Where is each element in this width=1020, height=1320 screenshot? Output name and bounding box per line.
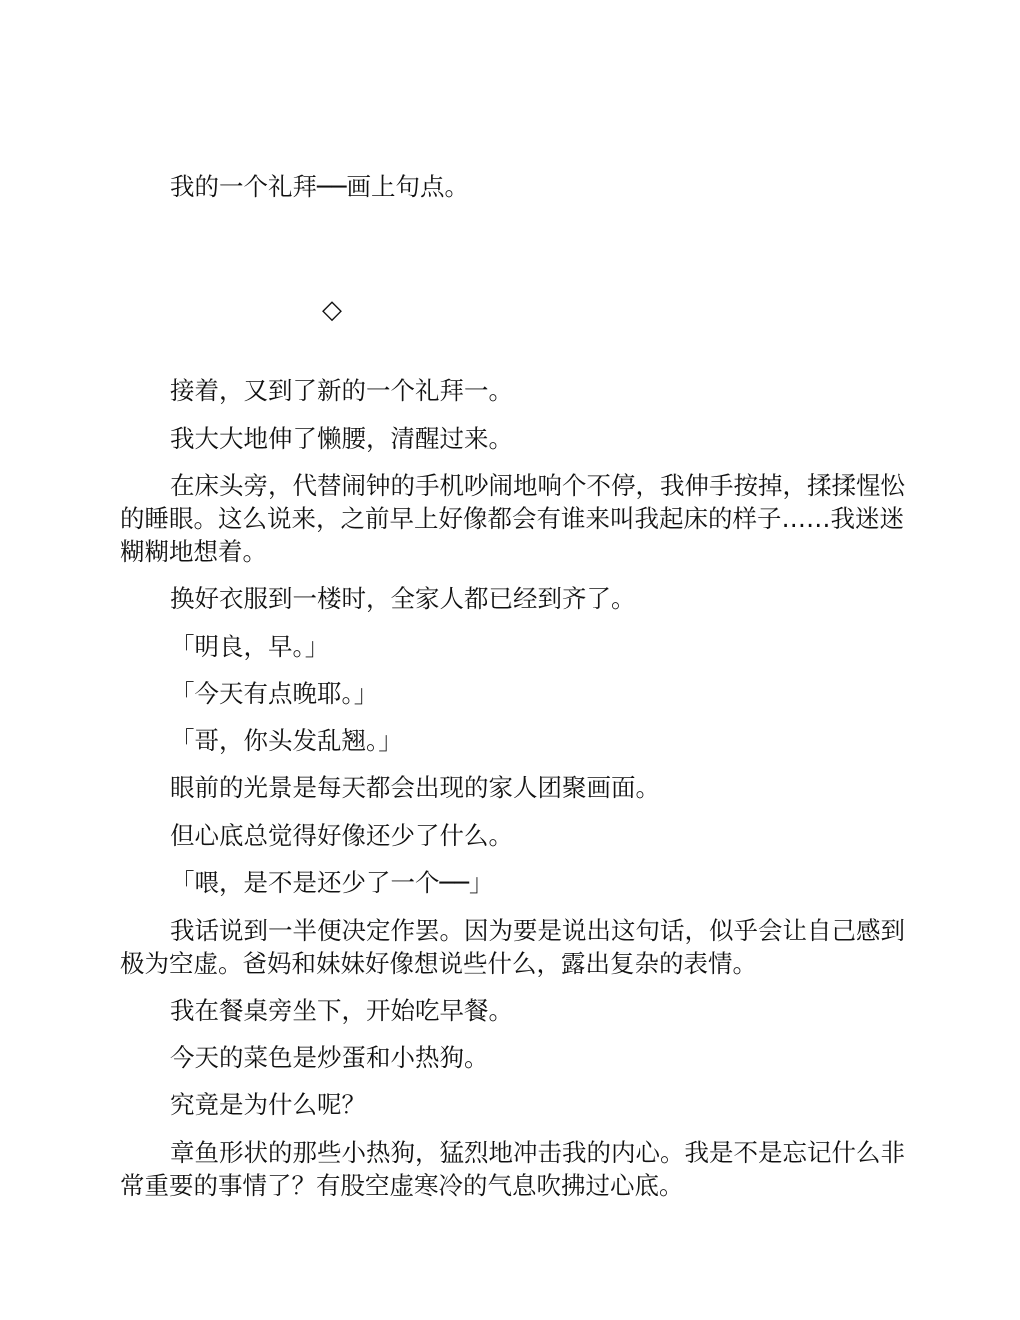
section-separator: ◇ <box>322 295 342 325</box>
paragraph: 我的一个礼拜──画上句点。 <box>170 172 469 201</box>
paragraph: 我大大地伸了懒腰，清醒过来。 <box>170 424 513 453</box>
paragraph: 接着，又到了新的一个礼拜一。 <box>170 376 513 405</box>
paragraph: 我在餐桌旁坐下，开始吃早餐。 <box>170 996 513 1025</box>
dialogue-line: 「喂，是不是还少了一个──」 <box>170 868 494 897</box>
paragraph: 章鱼形状的那些小热狗，猛烈地冲击我的内心。我是不是忘记什么非常重要的事情了？有股空虚寒冷的气息吹拂过心底。 <box>120 1138 905 1200</box>
paragraph: 换好衣服到一楼时，全家人都已经到齐了。 <box>170 584 636 613</box>
paragraph: 我话说到一半便决定作罢。因为要是说出这句话，似乎会让自己感到极为空虚。爸妈和妹妹好像想说些什么，露出复杂的表情。 <box>120 916 905 978</box>
dialogue-line: 「今天有点晚耶。」 <box>170 679 379 708</box>
dialogue-line: 「哥，你头发乱翘。」 <box>170 726 403 755</box>
dialogue-line: 「明良，早。」 <box>170 632 330 661</box>
paragraph: 但心底总觉得好像还少了什么。 <box>170 821 513 850</box>
paragraph: 究竟是为什么呢？ <box>170 1090 366 1119</box>
paragraph: 今天的菜色是炒蛋和小热狗。 <box>170 1043 489 1072</box>
paragraph: 眼前的光景是每天都会出现的家人团聚画面。 <box>170 773 660 802</box>
paragraph: 在床头旁，代替闹钟的手机吵闹地响个不停，我伸手按掉，揉揉惺忪的睡眼。这么说来，之前早上好像都会有谁来叫我起床的样子……我迷迷糊糊地想着。 <box>120 471 905 566</box>
